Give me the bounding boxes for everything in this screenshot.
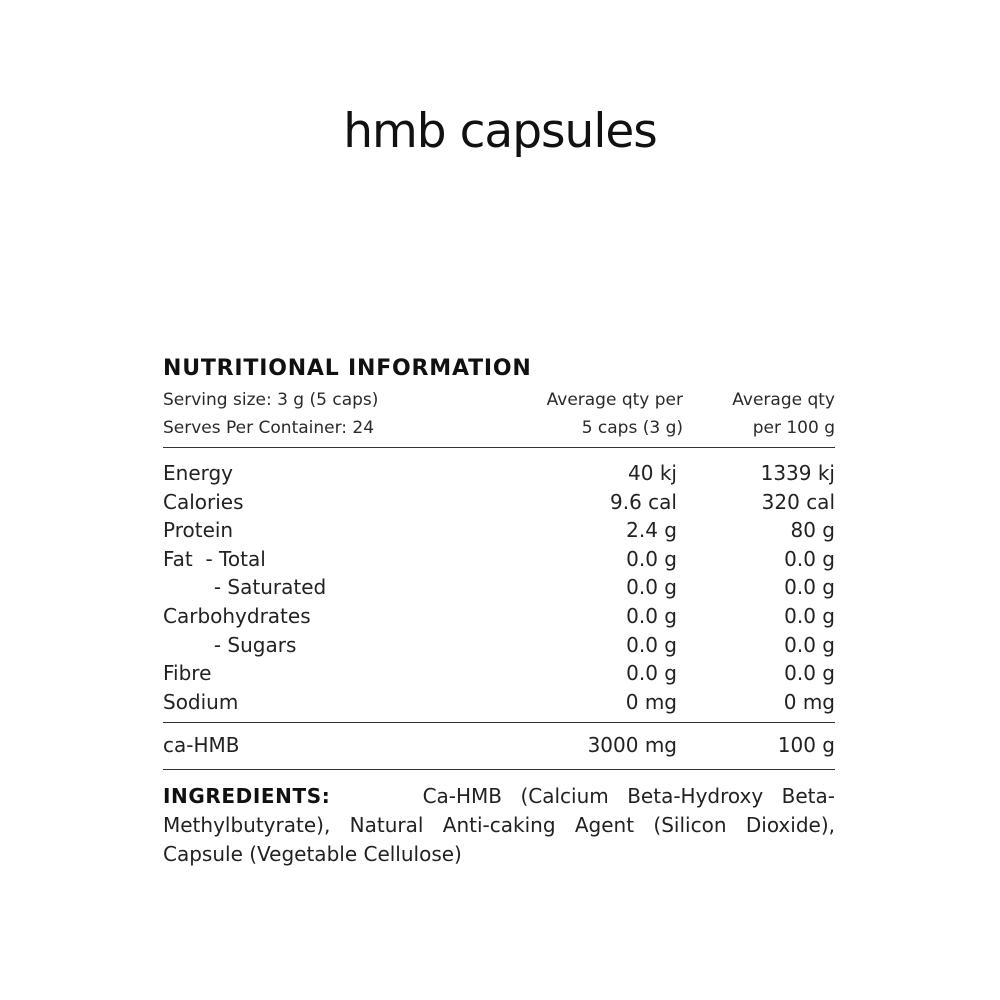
nutrient-row — [163, 631, 835, 660]
active-ingredient-block — [163, 723, 835, 770]
active-ingredient-name: ca-HMB — [163, 733, 240, 758]
active-ingredient-row — [163, 731, 835, 760]
nutrient-row — [163, 659, 835, 688]
nutrient-row — [163, 545, 835, 574]
per-100g-header-line2: per 100 g — [752, 418, 835, 438]
serves-per-container: Serves Per Container: 24 — [163, 418, 375, 438]
serving-header — [163, 386, 835, 448]
nutrient-row — [163, 602, 835, 631]
nutrient-name: - Sugars — [163, 632, 297, 657]
nutrient-name: - Saturated — [163, 575, 327, 600]
nutrient-per-100g: 320 cal — [761, 489, 835, 514]
nutrient-rows — [163, 448, 835, 723]
nutrition-heading: NUTRITIONAL INFORMATION — [163, 356, 532, 381]
nutrient-per-serving: 0.0 g — [626, 632, 677, 657]
nutrition-panel — [163, 352, 835, 869]
nutrient-per-100g: 0.0 g — [784, 546, 835, 571]
per-serving-column-header — [483, 386, 683, 442]
nutrient-per-serving: 0.0 g — [626, 575, 677, 600]
nutrient-per-100g: 0.0 g — [784, 575, 835, 600]
nutrient-name: Calories — [163, 489, 244, 514]
nutrient-per-100g: 0.0 g — [784, 603, 835, 628]
nutrient-name: Fibre — [163, 661, 212, 686]
nutrient-name: Carbohydrates — [163, 603, 311, 628]
nutrient-per-serving: 0.0 g — [626, 603, 677, 628]
nutrient-per-100g: 1339 kj — [760, 461, 835, 485]
nutrient-per-serving: 40 kj — [628, 461, 677, 485]
ingredients-label: INGREDIENTS: — [163, 783, 331, 808]
nutrient-per-100g: 80 g — [790, 518, 835, 543]
per-100g-header-line1: Average qty — [732, 390, 835, 410]
ingredients-list: Ca-HMB (Calcium Beta-Hydroxy Beta-Methylbutyrate), Natural Anti-caking Agent (Silicon Dioxide), Capsule (Vegetable Cellulose) — [163, 783, 835, 866]
nutrient-per-serving: 0.0 g — [626, 546, 677, 571]
nutrient-name: Protein — [163, 518, 234, 543]
nutrient-per-serving: 9.6 cal — [610, 489, 677, 514]
nutrient-name: Fat - Total — [163, 546, 266, 571]
nutrient-per-serving: 0.0 g — [626, 661, 677, 686]
nutrient-per-100g: 0.0 g — [784, 632, 835, 657]
product-title: hmb capsules — [343, 104, 657, 159]
serving-size: Serving size: 3 g (5 caps) — [163, 390, 379, 410]
nutrient-per-serving: 2.4 g — [626, 518, 677, 543]
active-ingredient-per-serving: 3000 mg — [587, 733, 677, 758]
nutrient-name: Energy — [163, 461, 234, 485]
nutrient-row — [163, 688, 835, 717]
per-serving-header-line1: Average qty per — [546, 390, 683, 410]
nutrient-per-100g: 0.0 g — [784, 661, 835, 686]
nutrient-per-serving: 0 mg — [625, 689, 677, 714]
nutrient-per-100g: 0 mg — [783, 689, 835, 714]
per-100g-column-header — [683, 386, 835, 442]
nutrient-row — [163, 516, 835, 545]
per-serving-header-line2: 5 caps (3 g) — [581, 418, 683, 438]
nutrient-name: Sodium — [163, 689, 239, 714]
serving-info — [163, 386, 483, 442]
nutrient-row — [163, 459, 835, 488]
active-ingredient-per-100g: 100 g — [777, 733, 835, 758]
nutrient-row — [163, 573, 835, 602]
nutrient-row — [163, 488, 835, 517]
ingredients-text — [163, 782, 835, 869]
